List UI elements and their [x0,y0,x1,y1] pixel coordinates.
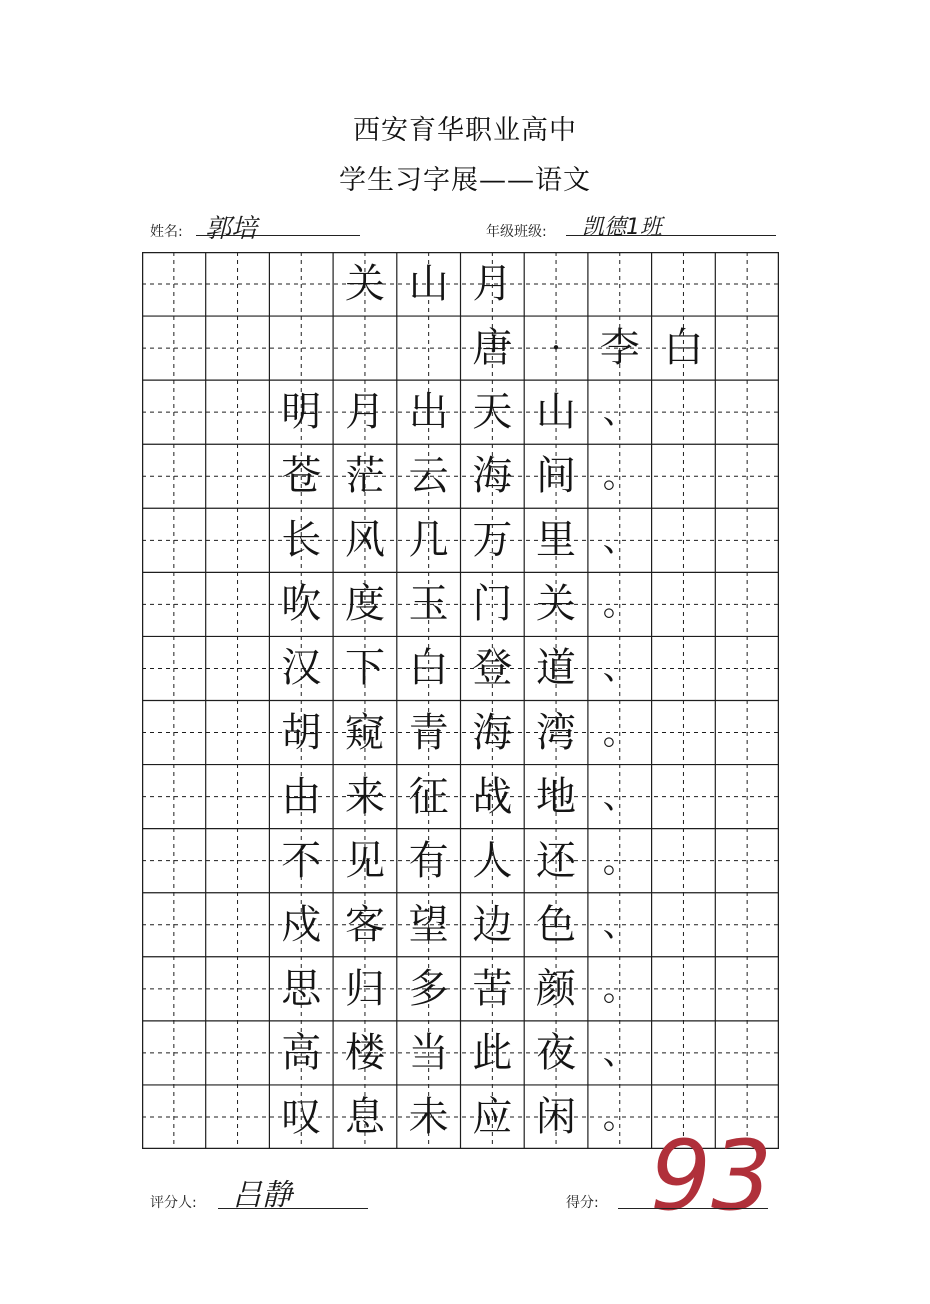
punctuation-mark: 。 [602,584,637,625]
grid-character: 云 [408,453,449,500]
grid-character: 来 [344,773,385,820]
grid-character: 道 [536,645,577,692]
grid-character: 应 [472,1093,513,1140]
grid-character: 里 [536,517,577,564]
grid-character: 边 [472,901,513,948]
character-grid [142,252,779,1149]
grid-character: 月 [344,389,385,436]
punctuation-mark: 、 [602,776,637,817]
grid-character: 吹 [281,581,322,628]
punctuation-mark: 、 [602,904,637,945]
grid-character: 归 [344,965,385,1012]
grid-character: 叹 [281,1093,322,1140]
grid-character: 海 [472,453,513,500]
grid-character: 白 [663,325,704,372]
class-underline [566,235,776,236]
grid-character: 月 [472,261,513,308]
score-underline [618,1208,768,1209]
grid-character: 征 [408,773,449,820]
punctuation-mark: 、 [602,392,637,433]
punctuation-mark: 、 [602,648,637,689]
grid-character: 当 [408,1029,449,1076]
grid-character: 多 [408,965,449,1012]
punctuation-mark: 。 [602,456,637,497]
grid-character: 人 [472,837,513,884]
grid-character: 李 [599,325,640,372]
grid-character: 关 [344,261,385,308]
grid-character: 望 [408,901,449,948]
grid-character: 茫 [344,453,385,500]
grid-character: 息 [344,1093,385,1140]
grid-character: 色 [536,901,577,948]
grid-character: 汉 [281,645,322,692]
sheet-subtitle: 学生习字展——语文 [339,165,591,196]
grid-character: 海 [472,709,513,756]
grid-character: 此 [472,1029,513,1076]
grid-character: 度 [344,581,385,628]
grid-character: 还 [536,837,577,884]
punctuation-mark: 。 [602,968,637,1009]
grid-character: 地 [536,773,577,820]
grid-character: 天 [472,389,513,436]
grid-character: 青 [408,709,449,756]
grid-character: 窥 [344,709,385,756]
grid-character: 戍 [281,901,322,948]
grid-character: 白 [408,645,449,692]
punctuation-mark: · [550,328,562,369]
punctuation-mark: 。 [602,840,637,881]
punctuation-mark: 。 [602,712,637,753]
student-name: 郭培 [205,214,258,244]
grid-character: 由 [281,773,322,820]
grid-character: 苦 [472,965,513,1012]
grid-character: 出 [408,389,449,436]
grid-character: 有 [408,837,449,884]
school-title: 西安育华职业高中 [353,115,577,146]
grid-character: 山 [408,261,449,308]
grid-character: 战 [472,773,513,820]
grid-character: 楼 [344,1029,385,1076]
grid-character: 登 [472,645,513,692]
punctuation-mark: 、 [602,1032,637,1073]
grid-character: 唐 [472,325,513,372]
grid-character: 明 [281,389,322,436]
grid-character: 思 [281,965,322,1012]
name-underline [196,235,360,236]
grid-character: 湾 [536,709,577,756]
grid-character: 未 [408,1093,449,1140]
punctuation-mark: 、 [602,520,637,561]
grid-character: 胡 [281,709,322,756]
punctuation-mark: 。 [602,1096,637,1137]
score-value: 93 [650,1120,773,1232]
grader-signature: 吕静 [232,1178,292,1213]
grid-character: 风 [344,517,385,564]
grid-character: 下 [344,645,385,692]
grid-character: 高 [281,1029,322,1076]
grid-character: 几 [408,517,449,564]
class-label: 年级班级: [486,224,547,240]
grader-label: 评分人: [150,1195,197,1211]
grid-character: 门 [472,581,513,628]
grid-character: 长 [281,517,322,564]
grid-character: 山 [536,389,577,436]
score-label: 得分: [566,1195,599,1211]
class-value: 凯德1班 [582,215,662,240]
grid-character: 不 [281,837,322,884]
grid-character: 见 [344,837,385,884]
grid-character: 客 [344,901,385,948]
grid-character: 颜 [536,965,577,1012]
grid-character: 闲 [536,1093,577,1140]
name-label: 姓名: [150,224,183,240]
grid-character: 关 [536,581,577,628]
grid-character: 夜 [536,1029,577,1076]
grader-underline [218,1208,368,1209]
grid-character: 万 [472,517,513,564]
grid-character: 苍 [281,453,322,500]
grid-character: 间 [536,453,577,500]
grid-character: 玉 [408,581,449,628]
